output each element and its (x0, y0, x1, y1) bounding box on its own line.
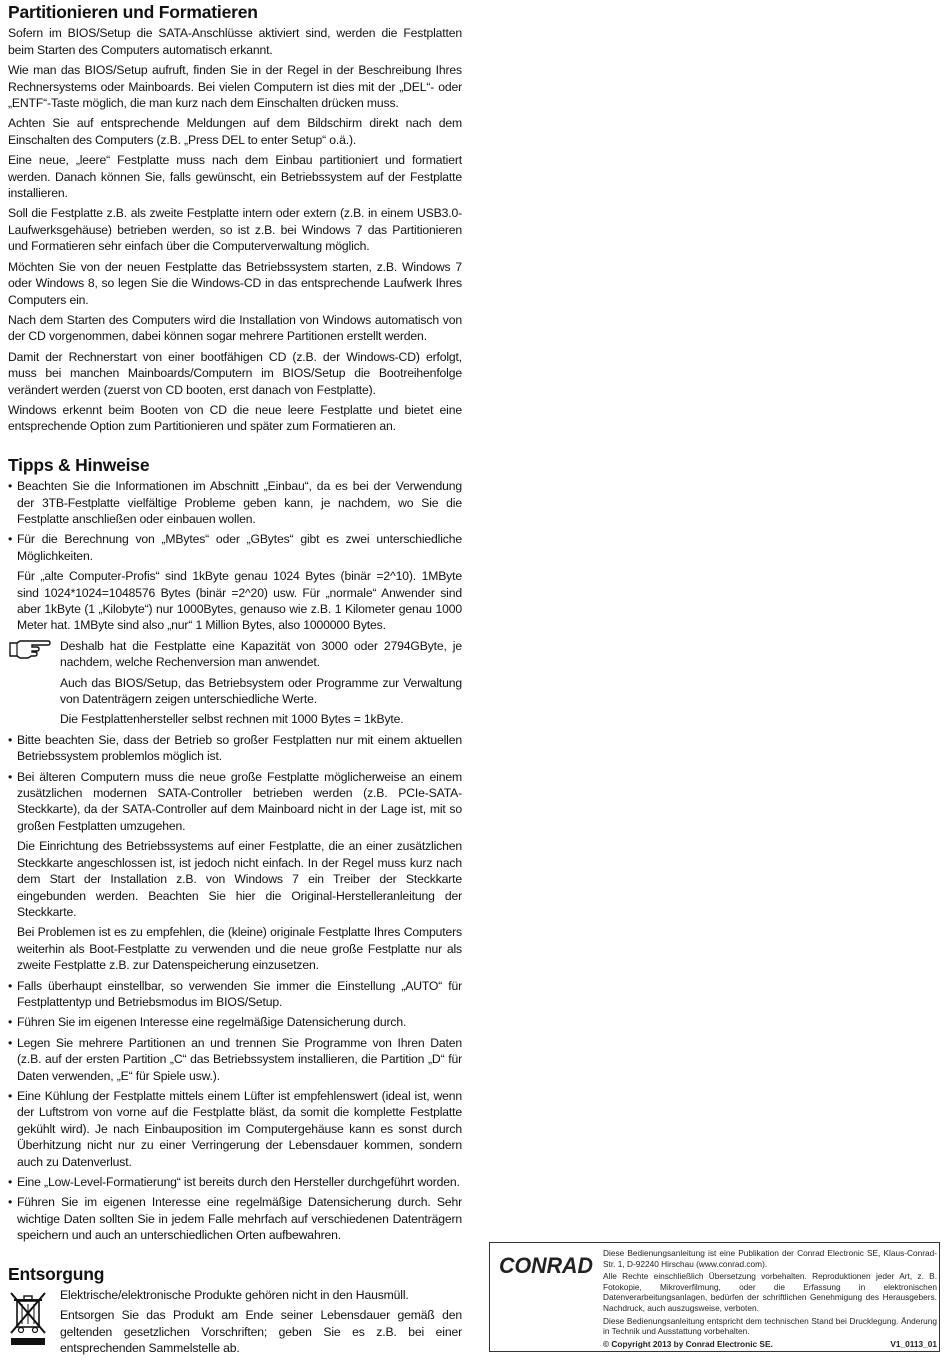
disposal-block (8, 1287, 462, 1357)
main-column (8, 4, 462, 1361)
imprint-footer (603, 1339, 937, 1350)
pointing-hand-icon (8, 638, 52, 660)
section-partitionieren (8, 4, 462, 435)
imprint-paragraph: Diese Bedienungsanleitung entspricht dem technischen Stand bei Drucklegung. Änderung in Technik und Ausstattung vorbehalten. (603, 1315, 937, 1337)
list-item: • Beachten Sie die Informationen im Abschnitt „Einbau“, da es bei der Verwendung der 3TB-Festplatte vielfältige Probleme geben kann, je nachdem, wo Sie die Festplatte anschließen oder einbauen wollen. (8, 478, 462, 527)
list-item: • Eine Kühlung der Festplatte mittels einem Lüfter ist empfehlenswert (ideal ist, wenn der Luftstrom von vorne auf die Festplatte bläst, da somit die komplette Festplatte gekühlt wird). Je nach Einbauposition im Computergehäuse kann es sonst durch Überhitzung nicht nur zu einer Verringerung der Lebensdauer kommen, sondern auch zu Datenverlust. (8, 1088, 462, 1170)
imprint-paragraph: Diese Bedienungsanleitung ist eine Publikation der Conrad Electronic SE, Klaus-Conrad-Str. 1, D-92240 Hirschau (www.conrad.com). (603, 1248, 937, 1269)
list-item: • Bitte beachten Sie, dass der Betrieb so großer Festplatten nur mit einem aktuellen Betriebssystem problemlos möglich ist. (8, 732, 462, 765)
paragraph: Sofern im BIOS/Setup die SATA-Anschlüsse aktiviert sind, werden die Festplatten beim Starten des Computers automatisch erkannt. (8, 26, 462, 57)
list-item: • Eine „Low-Level-Formatierung“ ist bereits durch den Hersteller durchgeführt worden. (8, 1174, 462, 1190)
imprint-paragraph: Alle Rechte einschließlich Übersetzung vorbehalten. Reproduktionen jeder Art, z. B. Fotokopie, Mikroverfilmung, oder die Erfassung in elektronischen Datenverarbeitungsanlagen, bedürfen der schriftlichen Genehmigung des Herausgebers. Nachdruck, auch auszugsweise, verboten. (603, 1271, 937, 1313)
version-code: V1_0113_01 (890, 1338, 937, 1349)
conrad-logo-text: CONRAD (499, 1253, 594, 1278)
disposal-text: Elektrische/elektronische Produkte gehören nicht in den Hausmüll. (60, 1288, 409, 1303)
heading-partitionieren: Partitionieren und Formatieren (8, 2, 258, 22)
note-text: Auch das BIOS/Setup, das Betriebsystem oder Programme zur Verwaltung von Datenträgern zeigen unterschiedliche Werte. (60, 675, 462, 707)
paragraph: Achten Sie auf entsprechende Meldungen auf dem Bildschirm direkt nach dem Einschalten des Computers (z.B. „Press DEL to enter Setup“ o.ä.). (8, 116, 462, 147)
disposal-text: Entsorgen Sie das Produkt am Ende seiner Lebensdauer gemäß den geltenden gesetzlichen Vorschriften; geben Sie es z.B. bei einer entsprechenden Sammelstelle ab. (60, 1308, 462, 1356)
list-item-continuation: Die Einrichtung des Betriebssystems auf einer Festplatte, die an einer zusätzlichen Steckkarte angeschlossen ist, ist jedoch nicht einfach. In der Regel muss kurz nach dem Start der Installation z.B. von Windows 7 ein Treiber der Steckkarte eingebunden werden. Beachten Sie hier die Original-Herstelleranleitung der Steckkarte. (17, 839, 462, 919)
list-item: • Führen Sie im eigenen Interesse eine regelmäßige Datensicherung durch. Sehr wichtige Daten sollten Sie in jedem Falle mehrfach auf verschiedenen Datenträgern speichern und auch an unterschiedlichen Orten aufbewahren. (8, 1194, 462, 1243)
section-entsorgung (8, 1263, 462, 1357)
note-text: Deshalb hat die Festplatte eine Kapazität von 3000 oder 2794GByte, je nachdem, welche Rechenversion man anwendet. (60, 638, 462, 670)
paragraph: Damit der Rechnerstart von einer bootfähigen CD (z.B. der Windows-CD) erfolgt, muss bei manchen Mainboards/Computern im BIOS/Setup die Bootreihenfolge verändert werden (zuerst von CD booten, erst danach von Festplatte). (8, 349, 462, 397)
crossed-bin-icon (8, 1289, 48, 1347)
list-item: • Falls überhaupt einstellbar, so verwenden Sie immer die Einstellung „AUTO“ für Festplattentyp und Betriebsmodus im BIOS/Setup. (8, 978, 462, 1011)
list-item: • Für die Berechnung von „MBytes“ oder „GBytes“ gibt es zwei unterschiedliche Möglichkeiten. (8, 531, 462, 564)
list-item: • Bei älteren Computern muss die neue große Festplatte möglicherweise an einem zusätzlichen modernen SATA-Controller betrieben werden (z.B. PCIe-SATA-Steckkarte), da der SATA-Controller auf dem Mainboard nicht in der Lage ist, mit so großen Festplatten umzugehen. (8, 769, 462, 835)
paragraph: Windows erkennt beim Booten von CD die neue leere Festplatte und bietet eine entsprechende Option zum Partitionieren und später zum Formatieren an. (8, 402, 462, 434)
conrad-logo (496, 1251, 596, 1279)
imprint-box (489, 1242, 940, 1352)
section-tipps (8, 454, 462, 1244)
list-item: • Legen Sie mehrere Partitionen an und trennen Sie Programme von Ihren Daten (z.B. auf der ersten Partition „C“ das Betriebssystem installieren, die Partition „D“ für Daten verwenden, „E“ für Spiele usw.). (8, 1035, 462, 1084)
paragraph: Möchten Sie von der neuen Festplatte das Betriebssystem starten, z.B. Windows 7 oder Windows 8, so legen Sie die Windows-CD in das entsprechende Laufwerk Ihres Computers ein. (8, 259, 462, 307)
note-box (8, 638, 462, 728)
paragraph: Eine neue, „leere“ Festplatte muss nach dem Einbau partitioniert und formatiert werden. Danach können Sie, falls gewünscht, ein Betriebssystem auf der Festplatte installieren. (8, 153, 462, 201)
paragraph: Soll die Festplatte z.B. als zweite Festplatte intern oder extern (z.B. in einem USB3.0-Laufwerksgehäuse) betrieben werden, so ist z.B. bei Windows 7 das Partitionieren und Formatieren sehr einfach über die Computerverwaltung möglich. (8, 206, 462, 254)
list-item: • Führen Sie im eigenen Interesse eine regelmäßige Datensicherung durch. (8, 1014, 462, 1030)
paragraph: Nach dem Starten des Computers wird die Installation von Windows automatisch von der CD vorgenommen, dabei können sogar mehrere Partitionen erstellt werden. (8, 312, 462, 344)
heading-entsorgung: Entsorgung (8, 1263, 105, 1284)
copyright: © Copyright 2013 by Conrad Electronic SE. (603, 1338, 773, 1349)
list-item-continuation: Für „alte Computer-Profis“ sind 1kByte genau 1024 Bytes (binär =2^10). 1MByte sind 1024*1024=1048576 Bytes (binär =2^20) usw. Für „normale“ Anwender sind aber 1kByte (1 „Kilobyte“) nur 1000Bytes, genauso wie z.B. 1 Kilometer genau 1000 Meter hat. 1MByte sind also „nur“ 1 Million Bytes, also 1000000 Bytes. (17, 569, 462, 633)
imprint-text (603, 1248, 937, 1349)
list-item-continuation: Bei Problemen ist es zu empfehlen, die (kleine) originale Festplatte Ihres Computers weiterhin als Boot-Festplatte zu verwenden und die neue große Festplatte nur als zweite Festplatte z.B. zur Datenspeicherung einzusetzen. (17, 925, 462, 973)
paragraph: Wie man das BIOS/Setup aufruft, finden Sie in der Regel in der Beschreibung Ihres Rechnersystems oder Mainboards. Bei vielen Computern ist dies mit der „DEL“- oder „ENTF“-Taste möglich, die man kurz nach dem Einschalten drücken muss. (8, 63, 462, 111)
note-text: Die Festplattenhersteller selbst rechnen mit 1000 Bytes = 1kByte. (60, 712, 404, 727)
heading-tipps: Tipps & Hinweise (8, 454, 150, 475)
